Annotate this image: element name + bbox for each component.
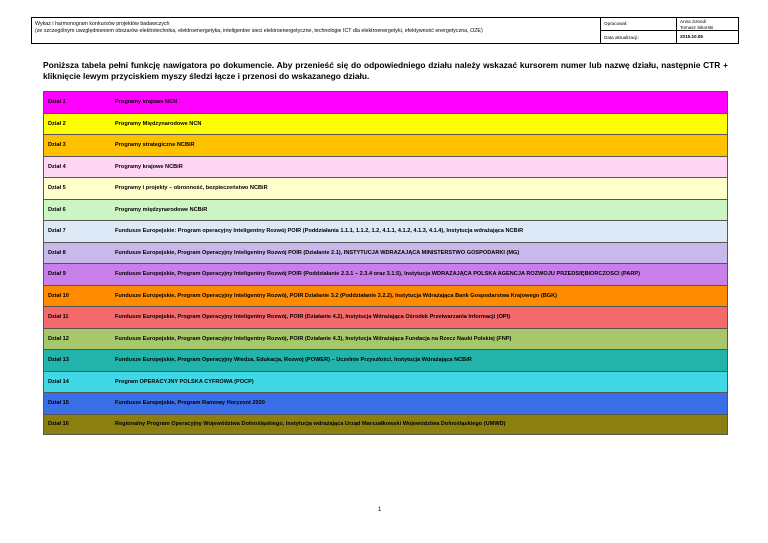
section-row[interactable]: [43, 371, 728, 393]
section-name-link[interactable]: Programy międzynarodowe NCBiR: [115, 206, 208, 213]
section-row[interactable]: [43, 285, 728, 307]
section-name-link[interactable]: Fundusze Europejskie, Program Operacyjny Inteligentny Rozwój, POIR (Działanie 4.3), Instytucja Wdrażająca Fundacja na Rzecz Nauki Polskiej (FNP): [115, 335, 512, 342]
header-subtitle: (ze szczególnym uwzględnieniem obszarów elektrotechnika, elektroenergetyka, inteligentne sieci elektroenergetyczne, technologie ICT dla elektroenergetyki, efektywność energetyczna, OZE): [35, 28, 483, 34]
section-row[interactable]: [43, 263, 728, 285]
author-1: Anna Szendi: [680, 19, 707, 24]
section-name-link[interactable]: Programy strategiczne NCBiR: [115, 142, 195, 149]
section-number-link[interactable]: Dział 12: [48, 335, 69, 342]
section-name-link[interactable]: Programy i projekty – obronność, bezpieczeństwo NCBiR: [115, 185, 268, 192]
section-number-link[interactable]: Dział 8: [48, 249, 66, 256]
sections-navigator-table: [43, 91, 728, 435]
prepared-label: Opracował:: [601, 18, 676, 31]
section-row[interactable]: [43, 199, 728, 221]
section-name-link[interactable]: Fundusze Europejskie, Program Operacyjny Inteligentny Rozwój, POIR Działanie 3.2 (Poddziałanie 3.2.2), Instytucja Wdrażająca Bank Gospodarstwa Krajowego (BGK): [115, 292, 558, 299]
section-name-link[interactable]: Fundusze Europejskie, Program Operacyjny Wiedza, Edukacja, Rozwój (POWER) – Uczelnie Przyszłości, Instytucja Wdrażająca NCBiR: [115, 357, 472, 364]
update-date: 2015.10.05: [680, 34, 703, 39]
section-row[interactable]: [43, 306, 728, 328]
section-number-link[interactable]: Dział 3: [48, 142, 66, 149]
section-row[interactable]: [43, 328, 728, 350]
header-labels: [601, 17, 677, 44]
section-number-link[interactable]: Dział 11: [48, 314, 69, 321]
updated-label: Data aktualizacji:: [604, 35, 639, 40]
section-name-link[interactable]: Fundusze Europejskie, Program Ramowy Horyzont 2020: [115, 400, 265, 407]
section-name-link[interactable]: Programy Międzynarodowe NCN: [115, 120, 202, 127]
section-number-link[interactable]: Dział 10: [48, 292, 69, 299]
page-number: 1: [378, 507, 382, 513]
section-name-link[interactable]: Program OPERACYJNY POLSKA CYFROWA (POCP): [115, 378, 254, 385]
section-name-link[interactable]: Regionalny Program Operacyjny Województwa Dolnośląskiego, Instytucja wdrażająca Urząd Marszałkowski Województwa Dolnośląskiego (UMWD): [115, 421, 506, 428]
document-header: [31, 17, 739, 45]
section-number-link[interactable]: Dział 13: [48, 357, 69, 364]
section-row[interactable]: [43, 156, 728, 178]
section-number-link[interactable]: Dział 9: [48, 271, 66, 278]
author-2: Tomasz Sikorski: [680, 25, 714, 30]
section-name-link[interactable]: Fundusze Europejskie: Program operacyjny Inteligentny Rozwój POIR (Poddziałania 1.1.1, 1.1.2, 1.2, 4.1.1, 4.1.2, 4.1.3, 4.1.4), Instytucja wdrażająca NCBiR: [115, 228, 524, 235]
section-row[interactable]: [43, 134, 728, 156]
section-number-link[interactable]: Dział 15: [48, 400, 69, 407]
header-title: Wykaz i harmonogram konkursów projektów badawczych: [35, 21, 170, 27]
section-number-link[interactable]: Dział 2: [48, 120, 66, 127]
section-number-link[interactable]: Dział 14: [48, 378, 69, 385]
section-number-link[interactable]: Dział 4: [48, 163, 66, 170]
section-number-link[interactable]: Dział 1: [48, 99, 66, 106]
header-values: [677, 17, 739, 44]
section-name-link[interactable]: Fundusze Europejskie, Program Operacyjny Inteligentny Rozwój POIR (Działanie 2.1), INSTYTUCJA WDRAŻAJĄCA MINISTERSTWO GOSPODARKI (MG): [115, 249, 520, 256]
section-row[interactable]: [43, 392, 728, 414]
section-name-link[interactable]: Fundusze Europejskie, Program Operacyjny Inteligentny Rozwój, POIR (Działanie 4.2), Instytucja Wdrażająca Ośrodek Przetwarzania Informacji (OPI): [115, 314, 511, 321]
section-name-link[interactable]: Programy krajowe NCN: [115, 99, 178, 106]
section-number-link[interactable]: Dział 7: [48, 228, 66, 235]
section-row[interactable]: [43, 91, 728, 113]
header-title-box: [31, 17, 601, 44]
navigation-instruction: Poniższa tabela pełni funkcję nawigatora po dokumencie. Aby przenieść się do odpowiedniego działu należy wskazać kursorem numer lub nazwę działu, następnie CTR + kliknięcie lewym przyciskiem myszy śledzi łącze i przenosi do wskazanego działu.: [43, 60, 728, 81]
section-row[interactable]: [43, 349, 728, 371]
section-name-link[interactable]: Fundusze Europejskie, Program Operacyjny Inteligentny Rozwój POIR (Poddziałanie 2.3.1 – 2.3.4 oraz 3.1.5), Instytucja WDRAŻAJĄCA POLSKA AGENCJA ROZWOJU PRZEDSIĘBIORCZOŚCI (PARP): [115, 271, 640, 278]
section-row[interactable]: [43, 177, 728, 199]
section-number-link[interactable]: Dział 16: [48, 421, 69, 428]
section-number-link[interactable]: Dział 6: [48, 206, 66, 213]
section-row[interactable]: [43, 113, 728, 135]
section-number-link[interactable]: Dział 5: [48, 185, 66, 192]
section-row[interactable]: [43, 220, 728, 242]
section-row[interactable]: [43, 414, 728, 436]
section-name-link[interactable]: Programy krajowe NCBiR: [115, 163, 183, 170]
authors: [677, 18, 738, 31]
section-row[interactable]: [43, 242, 728, 264]
